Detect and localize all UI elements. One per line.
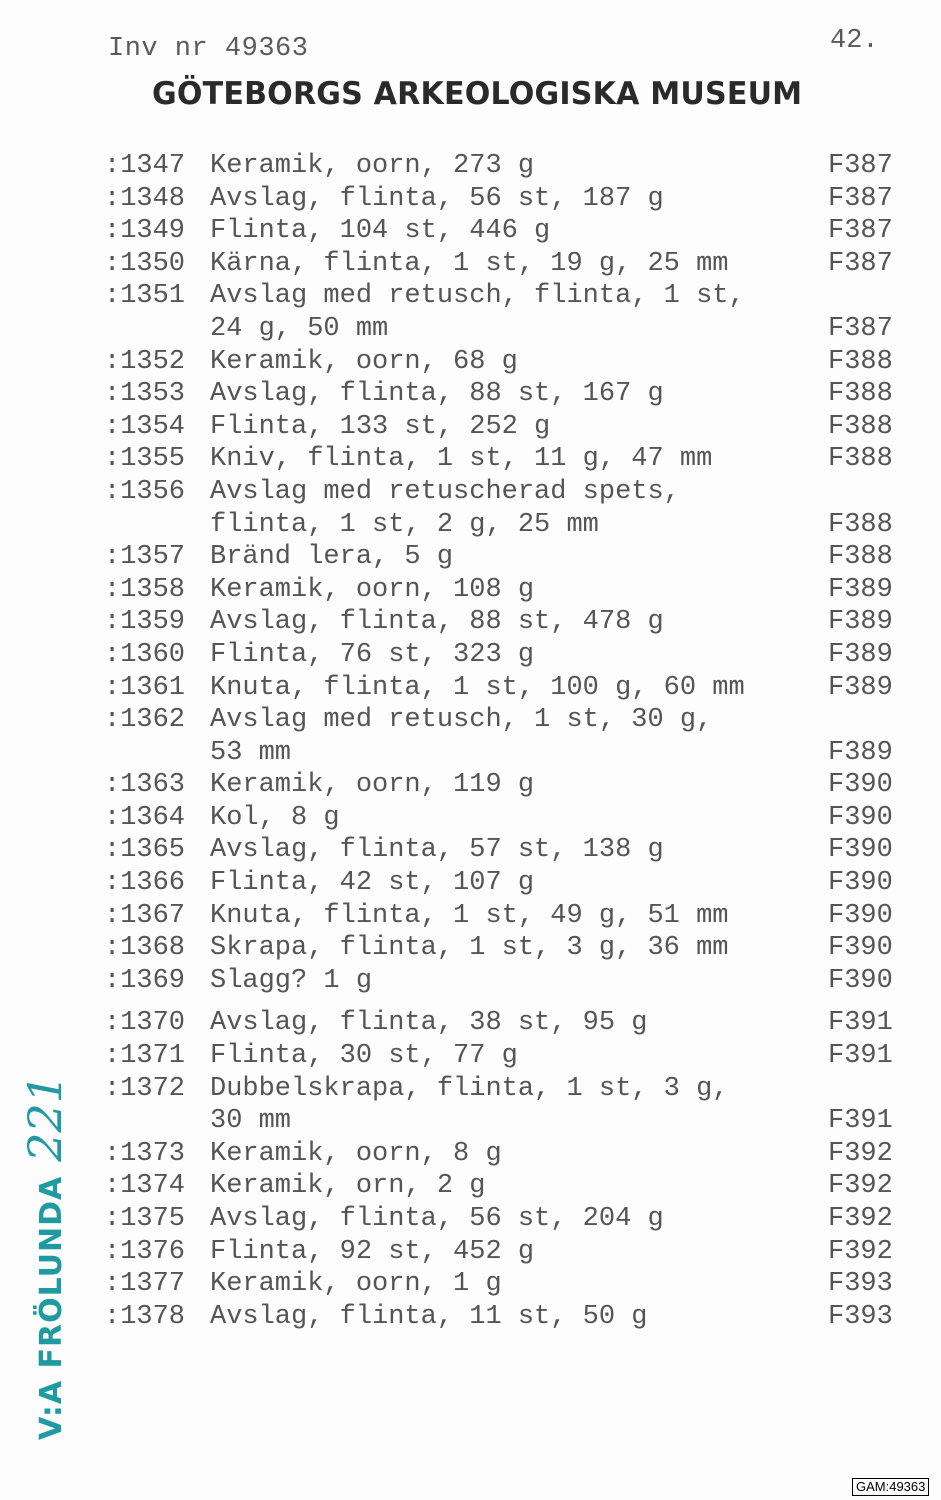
entry-row bbox=[0, 1268, 941, 1301]
entry-row bbox=[0, 574, 941, 607]
entry-number: :1359 bbox=[104, 607, 186, 638]
entry-description: Avslag, flinta, 57 st, 138 g bbox=[210, 835, 664, 866]
entry-code: F389 bbox=[828, 639, 893, 670]
entry-number: :1372 bbox=[104, 1073, 186, 1104]
entry-number: :1347 bbox=[104, 151, 186, 181]
entry-number: :1363 bbox=[104, 770, 186, 801]
entry-description: Keramik, oorn, 119 g bbox=[210, 770, 535, 801]
entry-row bbox=[0, 639, 941, 672]
entry-row bbox=[0, 606, 941, 639]
entry-code: F391 bbox=[828, 1008, 893, 1039]
entry-description: 24 g, 50 mm bbox=[210, 313, 389, 344]
entry-code: F390 bbox=[828, 965, 893, 996]
entry-row bbox=[0, 1301, 941, 1334]
entry-description: Kniv, flinta, 1 st, 11 g, 47 mm bbox=[210, 444, 713, 475]
entry-description: Avslag, flinta, 88 st, 478 g bbox=[210, 607, 664, 638]
entry-description: Kärna, flinta, 1 st, 19 g, 25 mm bbox=[210, 248, 729, 279]
entry-row bbox=[0, 769, 941, 802]
entry-row bbox=[0, 150, 941, 183]
entry-code: F387 bbox=[828, 313, 893, 344]
entry-row bbox=[0, 509, 941, 542]
entry-row bbox=[0, 900, 941, 933]
entry-number: :1356 bbox=[104, 476, 186, 507]
entry-list bbox=[0, 150, 941, 1333]
entry-code: F388 bbox=[828, 444, 893, 475]
entry-number: :1358 bbox=[104, 574, 186, 605]
entry-code: F388 bbox=[828, 346, 893, 377]
entry-number: :1355 bbox=[104, 444, 186, 475]
entry-description: Avslag, flinta, 56 st, 204 g bbox=[210, 1204, 664, 1234]
entry-description: Kol, 8 g bbox=[210, 802, 340, 833]
entry-description: Skrapa, flinta, 1 st, 3 g, 36 mm bbox=[210, 933, 729, 964]
entry-row bbox=[0, 1236, 941, 1269]
entry-row bbox=[0, 1138, 941, 1171]
entry-code: F387 bbox=[828, 216, 893, 247]
entry-row bbox=[0, 411, 941, 444]
entry-number: :1365 bbox=[104, 835, 186, 866]
entry-code: F389 bbox=[828, 672, 893, 703]
site-name: V:A FRÖLUNDA bbox=[34, 1175, 69, 1440]
museum-heading: GÖTEBORGS ARKEOLOGISKA MUSEUM bbox=[152, 76, 803, 112]
page-number: 42. bbox=[830, 26, 879, 56]
entry-row bbox=[0, 737, 941, 770]
entry-description: Keramik, oorn, 108 g bbox=[210, 574, 535, 605]
entry-description: Keramik, oorn, 1 g bbox=[210, 1269, 502, 1300]
entry-number: :1377 bbox=[104, 1269, 186, 1300]
entry-row bbox=[0, 280, 941, 313]
entry-description: 53 mm bbox=[210, 737, 292, 768]
entry-code: F389 bbox=[828, 607, 893, 638]
entry-code: F387 bbox=[828, 183, 893, 214]
entry-number: :1362 bbox=[104, 705, 186, 736]
entry-code: F390 bbox=[828, 835, 893, 866]
entry-number: :1357 bbox=[104, 542, 186, 573]
entry-code: F392 bbox=[828, 1236, 893, 1267]
entry-number: :1364 bbox=[104, 802, 186, 833]
entry-code: F390 bbox=[828, 802, 893, 833]
entry-code: F388 bbox=[828, 379, 893, 410]
entry-row bbox=[0, 313, 941, 346]
entry-code: F390 bbox=[828, 868, 893, 899]
entry-description: Avslag, flinta, 38 st, 95 g bbox=[210, 1008, 648, 1039]
entry-description: Avslag med retuscherad spets, bbox=[210, 476, 680, 507]
entry-number: :1352 bbox=[104, 346, 186, 377]
entry-description: Keramik, oorn, 68 g bbox=[210, 346, 518, 377]
entry-number: :1378 bbox=[104, 1301, 186, 1332]
entry-row bbox=[0, 1040, 941, 1073]
entry-number: :1348 bbox=[104, 183, 186, 214]
entry-description: Knuta, flinta, 1 st, 100 g, 60 mm bbox=[210, 672, 745, 703]
entry-description: Flinta, 92 st, 452 g bbox=[210, 1236, 535, 1267]
entry-description: Avslag, flinta, 56 st, 187 g bbox=[210, 183, 664, 214]
entry-row bbox=[0, 215, 941, 248]
entry-number: :1353 bbox=[104, 379, 186, 410]
entry-description: Flinta, 42 st, 107 g bbox=[210, 868, 535, 899]
entry-description: Flinta, 76 st, 323 g bbox=[210, 639, 535, 670]
entry-row bbox=[0, 867, 941, 900]
entry-row bbox=[0, 476, 941, 509]
inventory-number: Inv nr 49363 bbox=[108, 34, 309, 64]
entry-description: Keramik, oorn, 8 g bbox=[210, 1138, 502, 1169]
entry-number: :1369 bbox=[104, 965, 186, 996]
entry-code: F392 bbox=[828, 1138, 893, 1169]
entry-number: :1367 bbox=[104, 900, 186, 931]
entry-code: F390 bbox=[828, 900, 893, 931]
entry-row bbox=[0, 443, 941, 476]
entry-number: :1374 bbox=[104, 1171, 186, 1202]
entry-code: F387 bbox=[828, 248, 893, 279]
entry-row bbox=[0, 248, 941, 281]
entry-row bbox=[0, 802, 941, 835]
entry-number: :1350 bbox=[104, 248, 186, 279]
entry-code: F392 bbox=[828, 1204, 893, 1234]
entry-code: F388 bbox=[828, 542, 893, 573]
entry-row bbox=[0, 834, 941, 867]
entry-number: :1351 bbox=[104, 281, 186, 312]
entry-description: Keramik, orn, 2 g bbox=[210, 1171, 486, 1202]
entry-row bbox=[0, 1105, 941, 1138]
entry-number: :1361 bbox=[104, 672, 186, 703]
entry-row bbox=[0, 1073, 941, 1106]
entry-row bbox=[0, 1170, 941, 1203]
entry-row bbox=[0, 672, 941, 705]
entry-row bbox=[0, 704, 941, 737]
entry-code: F390 bbox=[828, 770, 893, 801]
entry-row bbox=[0, 965, 941, 998]
entry-code: F389 bbox=[828, 737, 893, 768]
entry-number: :1368 bbox=[104, 933, 186, 964]
entry-description: Keramik, oorn, 273 g bbox=[210, 151, 535, 181]
entry-code: F391 bbox=[828, 1106, 893, 1137]
entry-code: F393 bbox=[828, 1301, 893, 1332]
entry-number: :1373 bbox=[104, 1138, 186, 1169]
entry-number: :1371 bbox=[104, 1041, 186, 1072]
entry-code: F391 bbox=[828, 1041, 893, 1072]
entry-row bbox=[0, 346, 941, 379]
entry-description: 30 mm bbox=[210, 1106, 292, 1137]
entry-number: :1376 bbox=[104, 1236, 186, 1267]
entry-description: Flinta, 30 st, 77 g bbox=[210, 1041, 518, 1072]
handwritten-number: 221 bbox=[18, 1073, 72, 1162]
entry-number: :1354 bbox=[104, 411, 186, 442]
entry-description: Slagg? 1 g bbox=[210, 965, 373, 996]
entry-description: flinta, 1 st, 2 g, 25 mm bbox=[210, 509, 599, 540]
entry-description: Dubbelskrapa, flinta, 1 st, 3 g, bbox=[210, 1073, 729, 1104]
entry-row bbox=[0, 1007, 941, 1040]
entry-number: :1349 bbox=[104, 216, 186, 247]
entry-description: Avslag, flinta, 11 st, 50 g bbox=[210, 1301, 648, 1332]
entry-code: F389 bbox=[828, 574, 893, 605]
archive-stamp: GAM:49363 bbox=[852, 1478, 929, 1496]
entry-row bbox=[0, 541, 941, 574]
entry-code: F387 bbox=[828, 151, 893, 181]
entry-row bbox=[0, 183, 941, 216]
entry-code: F392 bbox=[828, 1171, 893, 1202]
entry-description: Avslag med retusch, 1 st, 30 g, bbox=[210, 705, 713, 736]
entry-row bbox=[0, 1203, 941, 1236]
entry-number: :1360 bbox=[104, 639, 186, 670]
entry-number: :1370 bbox=[104, 1008, 186, 1039]
entry-code: F388 bbox=[828, 411, 893, 442]
entry-code: F393 bbox=[828, 1269, 893, 1300]
entry-description: Flinta, 104 st, 446 g bbox=[210, 216, 551, 247]
entry-description: Knuta, flinta, 1 st, 49 g, 51 mm bbox=[210, 900, 729, 931]
entry-number: :1366 bbox=[104, 868, 186, 899]
entry-code: F388 bbox=[828, 509, 893, 540]
entry-code: F390 bbox=[828, 933, 893, 964]
entry-row bbox=[0, 932, 941, 965]
entry-number: :1375 bbox=[104, 1204, 186, 1234]
entry-description: Avslag, flinta, 88 st, 167 g bbox=[210, 379, 664, 410]
entry-description: Flinta, 133 st, 252 g bbox=[210, 411, 551, 442]
entry-description: Bränd lera, 5 g bbox=[210, 542, 454, 573]
entry-row bbox=[0, 378, 941, 411]
site-label bbox=[18, 1074, 72, 1440]
entry-description: Avslag med retusch, flinta, 1 st, bbox=[210, 281, 745, 312]
